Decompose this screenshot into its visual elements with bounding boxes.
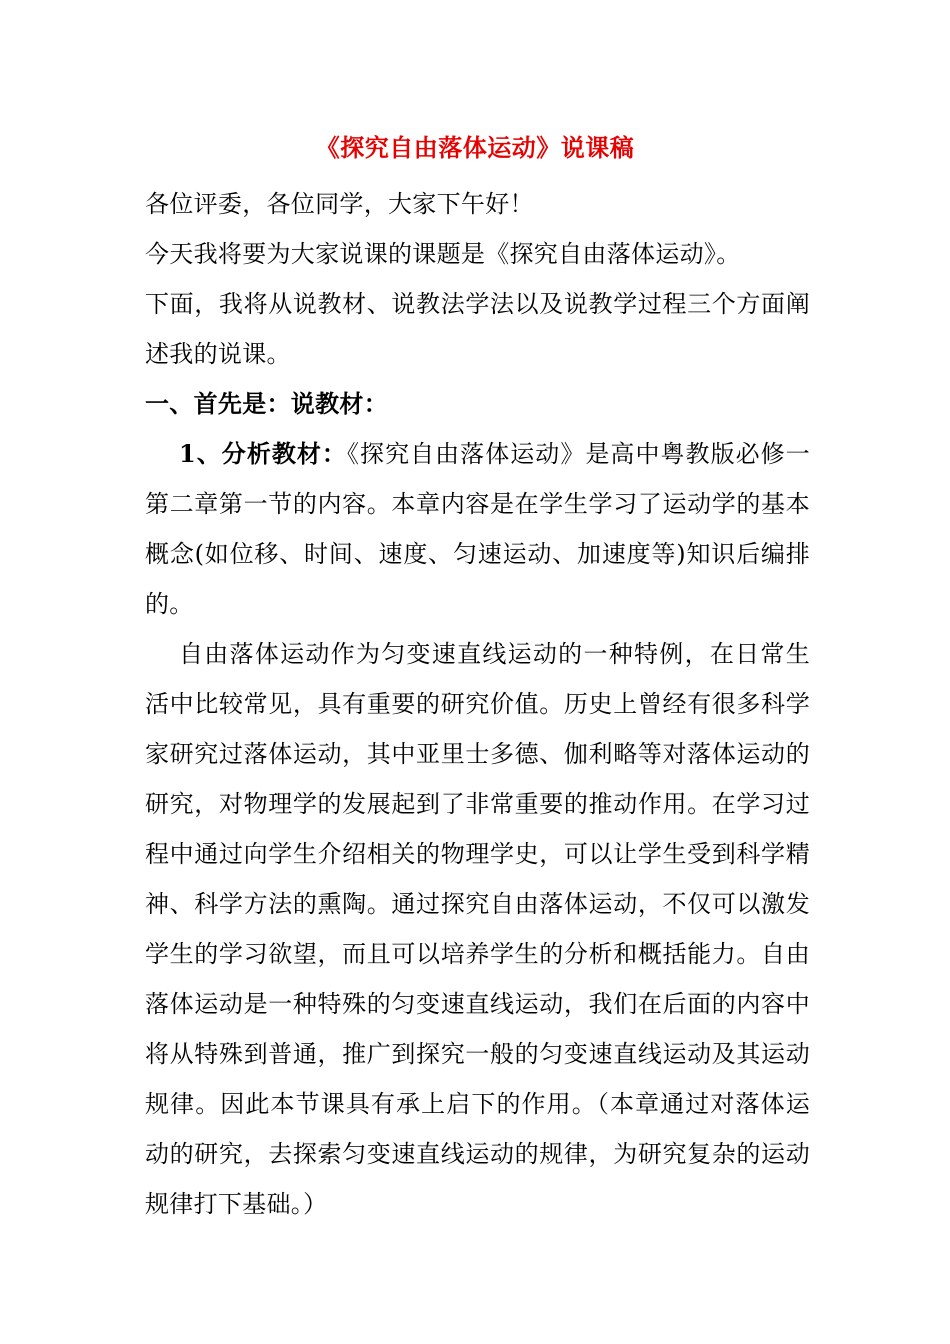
intro-paragraph-2: 下面，我将从说教材、说教法学法以及说教学过程三个方面阐述我的说课。 (145, 290, 810, 368)
section-1-heading: 一、首先是：说教材： (145, 389, 388, 418)
intro-line-1: 今天我将要为大家说课的课题是《探究自由落体运动》。 (145, 240, 741, 268)
item-1-text: 《探究自由落体运动》是高中粤教版必修一第二章第一节的内容。本章内容是在学生学习了运动学的基本概念(如位移、时间、速度、匀速运动、加速度等)知识后编排的。 (145, 440, 810, 618)
greeting-line: 各位评委，各位同学，大家下午好！ (145, 190, 534, 218)
body-paragraph-2: 自由落体运动作为匀变速直线运动的一种特例，在日常生活中比较常见，具有重要的研究价值。历史上曾经有很多科学家研究过落体运动，其中亚里士多德、伽利略等对落体运动的研究，对物理学的发展起到了非常重要的推动作用。在学习过程中通过向学生介绍相关的物理学史，可以让学生受到科学精神、科学方法的熏陶。通过探究自由落体运动，不仅可以激发学生的学习欲望，而且可以培养学生的分析和概括能力。自由落体运动是一种特殊的匀变速直线运动，我们在后面的内容中将从特殊到普通，推广到探究一般的匀变速直线运动及其运动规律。因此本节课具有承上启下的作用。（本章通过对落体运动的研究，去探索匀变速直线运动的规律，为研究复杂的运动规律打下基础。） (145, 640, 810, 1218)
document-title: 《探究自由落体运动》说课稿 (315, 133, 635, 162)
item-1-label: 1、分析教材： (179, 439, 347, 468)
document-body (145, 179, 810, 1229)
item-1-paragraph (145, 429, 810, 629)
